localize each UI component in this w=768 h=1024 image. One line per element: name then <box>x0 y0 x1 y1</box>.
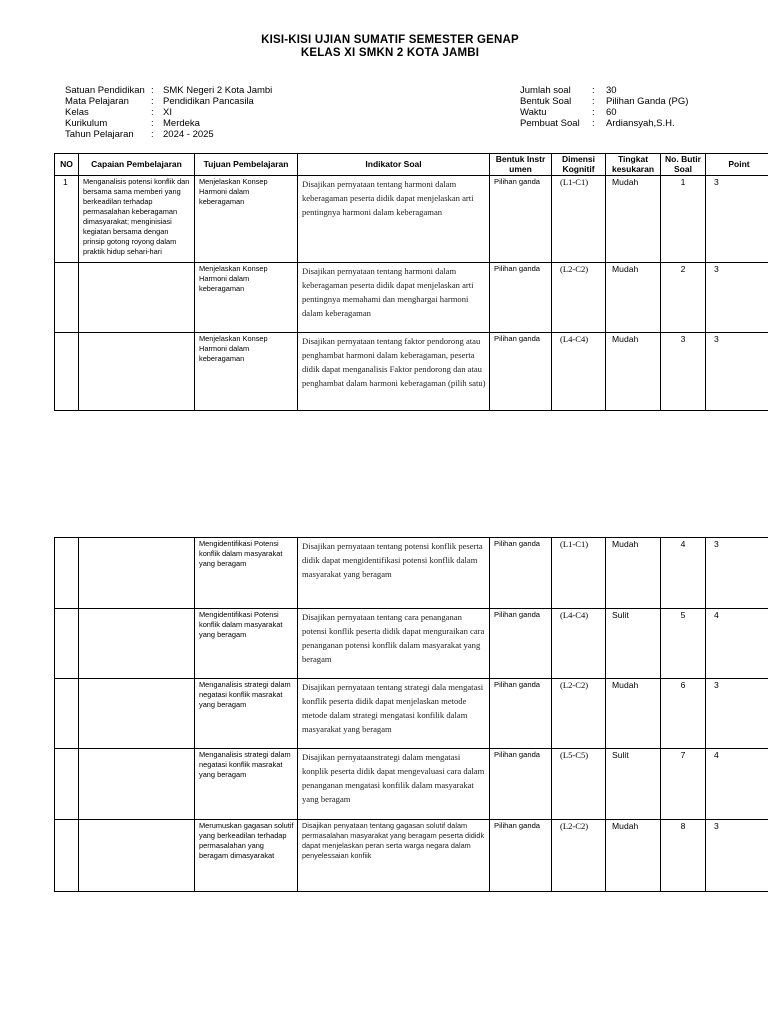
table-row <box>55 679 768 749</box>
meta-value: 30 <box>606 85 617 96</box>
meta-separator: : <box>151 118 154 129</box>
meta-separator: : <box>151 107 154 118</box>
meta-label: Satuan Pendidikan <box>65 85 145 96</box>
cell-tujuan: Merumuskan gagasan solutif yang berkeadilan terhadap permasalahan yang beragam dimasyarakat <box>195 820 298 892</box>
cell-indikator: Disajikan pernyataanstrategi dalam mengatasi konplik peserta didik dapat mengevaluasi cara dalam penanganan mengatasi konfilik dalam masyarakat yang beragam <box>298 749 490 820</box>
column-header-no: NO <box>55 154 79 176</box>
meta-row-kurikulum <box>65 118 365 129</box>
cell-capaian <box>79 333 195 411</box>
cell-indikator: Disajikan pernyataan tentang harmoni dalam keberagaman peserta didik dapat menjelaskan arti pentingnya harmoni dalam keberagaman <box>298 176 490 263</box>
column-header-butir: No. Butir Soal <box>661 154 706 176</box>
meta-value: SMK Negeri 2 Kota Jambi <box>163 85 273 96</box>
cell-bentuk: Pilihan ganda <box>490 176 552 263</box>
cell-butir: 4 <box>661 538 706 609</box>
cell-capaian <box>79 749 195 820</box>
cell-butir: 2 <box>661 263 706 333</box>
meta-row-satuan <box>65 85 365 96</box>
meta-separator: : <box>592 85 595 96</box>
cell-tingkat: Mudah <box>606 176 661 263</box>
meta-row-pembuat-soal <box>520 118 760 129</box>
meta-row-tahun <box>65 129 365 140</box>
cell-dimensi: (L4-C4) <box>552 333 606 411</box>
column-header-tujuan: Tujuan Pembelajaran <box>195 154 298 176</box>
cell-butir: 7 <box>661 749 706 820</box>
document-title: KISI-KISI UJIAN SUMATIF SEMESTER GENAP <box>261 34 519 46</box>
cell-dimensi: (L1-C1) <box>552 176 606 263</box>
meta-separator: : <box>151 129 154 140</box>
cell-tujuan: Menganalisis strategi dalam negatasi konflik masrakat yang beragam <box>195 749 298 820</box>
meta-row-bentuk-soal <box>520 96 760 107</box>
cell-tujuan: Menjelaskan Konsep Harmoni dalam keberagaman <box>195 333 298 411</box>
cell-butir: 1 <box>661 176 706 263</box>
cell-tingkat: Mudah <box>606 263 661 333</box>
cell-no <box>55 820 79 892</box>
document-subtitle: KELAS XI SMKN 2 KOTA JAMBI <box>300 47 480 59</box>
meta-separator: : <box>592 107 595 118</box>
meta-value: Pilihan Ganda (PG) <box>606 96 689 107</box>
cell-tingkat: Mudah <box>606 679 661 749</box>
table-row <box>55 820 768 892</box>
cell-capaian: Menganalisis potensi konflik dan bersama sama memberi yang berkeadilan terhadap permasalahan keberagaman dimasyarakat; menginisiasi kegiatan bersama dengan prinsip gotong royong dalam praktik hidup sehari-hari <box>79 176 195 263</box>
meta-info-left <box>65 85 365 140</box>
table-row <box>55 333 768 411</box>
meta-label: Kurikulum <box>65 118 108 129</box>
cell-capaian <box>79 263 195 333</box>
cell-butir: 3 <box>661 333 706 411</box>
cell-point: 4 <box>706 749 768 820</box>
cell-no <box>55 333 79 411</box>
column-header-bentuk: Bentuk Instr umen <box>490 154 552 176</box>
cell-indikator: Disajikan pernyataan tentang strategi dala mengatasi konflik peserta didik dapat menjelaskan metode metode dalam strategi mengatasi konfilik dalam masyarakat yang beragam <box>298 679 490 749</box>
cell-capaian <box>79 679 195 749</box>
meta-label: Bentuk Soal <box>520 96 572 107</box>
cell-indikator: Disajikan pernyataan tentang cara penanganan potensi konflik peserta didik dapat menguraikan cara penanganan potensi konflik dalam masyarakat yang beragam <box>298 609 490 679</box>
cell-indikator: Disajikan pernyataan tentang harmoni dalam keberagaman peserta didik dapat menjelaskan arti pentingnya memahami dan menghargai harmoni dalam keberagaman <box>298 263 490 333</box>
cell-point: 3 <box>706 538 768 609</box>
table-header-row <box>55 154 768 176</box>
column-header-dimensi: Dimensi Kognitif <box>552 154 606 176</box>
cell-bentuk: Pilihan ganda <box>490 820 552 892</box>
meta-label: Kelas <box>65 107 89 118</box>
meta-label: Mata Pelajaran <box>65 96 129 107</box>
meta-separator: : <box>592 118 595 129</box>
cell-indikator: Disajikan penyataan tentang gagasan solutif dalam permasalahan masyarakat yang beragam peserta dididk dapat menjelaskan peran serta warga negara dalam penyelessaian konfiik <box>298 820 490 892</box>
meta-value: XI <box>163 107 172 118</box>
meta-separator: : <box>151 85 154 96</box>
cell-butir: 8 <box>661 820 706 892</box>
meta-value: Merdeka <box>163 118 200 129</box>
meta-row-kelas <box>65 107 365 118</box>
cell-tingkat: Mudah <box>606 820 661 892</box>
cell-no <box>55 263 79 333</box>
cell-point: 3 <box>706 820 768 892</box>
cell-tujuan: Mengidentifikasi Potensi konflik dalam masyarakat yang beragam <box>195 538 298 609</box>
cell-no: 1 <box>55 176 79 263</box>
cell-dimensi: (L2-C2) <box>552 679 606 749</box>
cell-bentuk: Pilihan ganda <box>490 609 552 679</box>
cell-tingkat: Sulit <box>606 749 661 820</box>
cell-no <box>55 609 79 679</box>
meta-separator: : <box>151 96 154 107</box>
cell-tingkat: Mudah <box>606 538 661 609</box>
cell-dimensi: (L1-C1) <box>552 538 606 609</box>
column-header-indikator: Indikator Soal <box>298 154 490 176</box>
cell-bentuk: Pilihan ganda <box>490 538 552 609</box>
meta-value: Pendidikan Pancasila <box>163 96 254 107</box>
column-header-capaian: Capaian Pembelajaran <box>79 154 195 176</box>
cell-tingkat: Mudah <box>606 333 661 411</box>
cell-no <box>55 538 79 609</box>
meta-row-jumlah-soal <box>520 85 760 96</box>
cell-bentuk: Pilihan ganda <box>490 679 552 749</box>
cell-point: 3 <box>706 333 768 411</box>
cell-capaian <box>79 609 195 679</box>
table-row <box>55 609 768 679</box>
meta-separator: : <box>592 96 595 107</box>
table-row <box>55 263 768 333</box>
meta-row-waktu <box>520 107 760 118</box>
cell-bentuk: Pilihan ganda <box>490 333 552 411</box>
cell-butir: 5 <box>661 609 706 679</box>
cell-dimensi: (L5-C5) <box>552 749 606 820</box>
cell-tujuan: Menjelaskan Konsep Harmoni dalam keberagaman <box>195 176 298 263</box>
cell-point: 3 <box>706 263 768 333</box>
kisi-kisi-table-part2 <box>54 537 768 892</box>
cell-point: 4 <box>706 609 768 679</box>
meta-value: Ardiansyah,S.H. <box>606 118 675 129</box>
cell-tujuan: Mengidentifikasi Potensi konflik dalam masyarakat yang beragam <box>195 609 298 679</box>
cell-point: 3 <box>706 679 768 749</box>
meta-value: 60 <box>606 107 617 118</box>
cell-bentuk: Pilihan ganda <box>490 263 552 333</box>
kisi-kisi-table-part1 <box>54 153 768 411</box>
meta-label: Pembuat Soal <box>520 118 580 129</box>
table-row <box>55 749 768 820</box>
cell-bentuk: Pilihan ganda <box>490 749 552 820</box>
table-row <box>55 538 768 609</box>
cell-butir: 6 <box>661 679 706 749</box>
meta-row-mapel <box>65 96 365 107</box>
cell-dimensi: (L4-C4) <box>552 609 606 679</box>
cell-capaian <box>79 820 195 892</box>
cell-tujuan: Menjelaskan Konsep Harmoni dalam keberagaman <box>195 263 298 333</box>
cell-indikator: Disajikan pernyataan tentang potensi konflik peserta didik dapat mengidentifikasi potensi konflik dalam masyarakat yang beragam <box>298 538 490 609</box>
column-header-point: Point <box>706 154 768 176</box>
cell-dimensi: (L2-C2) <box>552 820 606 892</box>
column-header-tingkat: Tingkat kesukaran <box>606 154 661 176</box>
cell-tingkat: Sulit <box>606 609 661 679</box>
meta-info-right <box>520 85 760 129</box>
meta-label: Tahun Pelajaran <box>65 129 134 140</box>
meta-label: Waktu <box>520 107 547 118</box>
cell-indikator: Disajikan pernyataan tentang faktor pendorong atau penghambat harmoni dalam keberagaman, peserta didik dapat menganalisis Faktor pendorong dan atau penghambat dalam harmoni keberagaman (pilih satu) <box>298 333 490 411</box>
cell-no <box>55 679 79 749</box>
meta-label: Jumlah soal <box>520 85 571 96</box>
cell-dimensi: (L2-C2) <box>552 263 606 333</box>
cell-point: 3 <box>706 176 768 263</box>
cell-no <box>55 749 79 820</box>
table-row <box>55 176 768 263</box>
cell-tujuan: Menganalisis strategi dalam negatasi konflik masrakat yang beragam <box>195 679 298 749</box>
meta-value: 2024 - 2025 <box>163 129 214 140</box>
cell-capaian <box>79 538 195 609</box>
